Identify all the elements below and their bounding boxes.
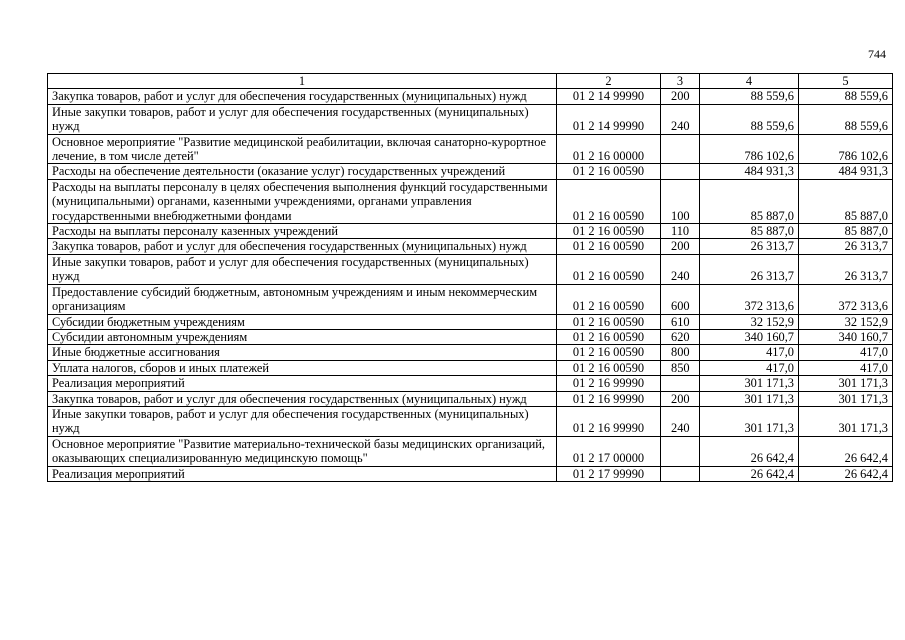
cell-name: Предоставление субсидий бюджетным, автономным учреждениям и иным некоммерческим организациям xyxy=(48,284,557,314)
cell-amount-col4: 301 171,3 xyxy=(700,406,799,436)
cell-amount-col5: 301 171,3 xyxy=(799,406,893,436)
cell-amount-col5: 417,0 xyxy=(799,345,893,360)
budget-table xyxy=(47,73,893,482)
header-col-4: 4 xyxy=(700,74,799,89)
cell-amount-col5: 26 642,4 xyxy=(799,436,893,466)
cell-expense-type: 800 xyxy=(661,345,700,360)
cell-amount-col5: 340 160,7 xyxy=(799,329,893,344)
cell-code: 01 2 14 99990 xyxy=(557,89,661,104)
cell-amount-col4: 26 313,7 xyxy=(700,239,799,254)
table-row xyxy=(48,224,893,239)
table-row xyxy=(48,406,893,436)
cell-amount-col4: 786 102,6 xyxy=(700,134,799,164)
table-header xyxy=(48,74,893,89)
cell-expense-type: 240 xyxy=(661,104,700,134)
cell-expense-type: 100 xyxy=(661,179,700,223)
cell-code: 01 2 14 99990 xyxy=(557,104,661,134)
table-row xyxy=(48,329,893,344)
cell-name: Субсидии автономным учреждениям xyxy=(48,329,557,344)
cell-expense-type: 850 xyxy=(661,360,700,375)
cell-amount-col5: 786 102,6 xyxy=(799,134,893,164)
cell-name: Расходы на выплаты персоналу казенных учреждений xyxy=(48,224,557,239)
cell-expense-type: 240 xyxy=(661,406,700,436)
cell-name: Закупка товаров, работ и услуг для обеспечения государственных (муниципальных) нужд xyxy=(48,239,557,254)
cell-name: Закупка товаров, работ и услуг для обеспечения государственных (муниципальных) нужд xyxy=(48,89,557,104)
cell-amount-col4: 301 171,3 xyxy=(700,391,799,406)
cell-expense-type xyxy=(661,466,700,481)
cell-code: 01 2 16 00590 xyxy=(557,254,661,284)
cell-code: 01 2 16 00000 xyxy=(557,134,661,164)
cell-name: Иные закупки товаров, работ и услуг для обеспечения государственных (муниципальных) нужд xyxy=(48,254,557,284)
cell-amount-col4: 417,0 xyxy=(700,360,799,375)
cell-amount-col5: 26 313,7 xyxy=(799,254,893,284)
cell-amount-col5: 88 559,6 xyxy=(799,89,893,104)
cell-amount-col5: 26 313,7 xyxy=(799,239,893,254)
cell-code: 01 2 16 99990 xyxy=(557,391,661,406)
cell-amount-col4: 32 152,9 xyxy=(700,314,799,329)
header-row xyxy=(48,74,893,89)
header-col-2: 2 xyxy=(557,74,661,89)
cell-code: 01 2 16 00590 xyxy=(557,345,661,360)
cell-expense-type: 620 xyxy=(661,329,700,344)
table-row xyxy=(48,345,893,360)
header-col-1: 1 xyxy=(48,74,557,89)
cell-expense-type: 200 xyxy=(661,89,700,104)
cell-expense-type xyxy=(661,436,700,466)
cell-amount-col4: 26 642,4 xyxy=(700,436,799,466)
cell-expense-type xyxy=(661,164,700,179)
header-col-3: 3 xyxy=(661,74,700,89)
cell-amount-col4: 88 559,6 xyxy=(700,89,799,104)
page-number: 744 xyxy=(868,47,886,61)
cell-code: 01 2 16 99990 xyxy=(557,376,661,391)
cell-amount-col5: 301 171,3 xyxy=(799,376,893,391)
table-row xyxy=(48,104,893,134)
cell-expense-type xyxy=(661,376,700,391)
cell-amount-col5: 301 171,3 xyxy=(799,391,893,406)
cell-code: 01 2 16 99990 xyxy=(557,406,661,436)
table-row xyxy=(48,134,893,164)
table-row xyxy=(48,239,893,254)
cell-name: Реализация мероприятий xyxy=(48,466,557,481)
cell-amount-col4: 372 313,6 xyxy=(700,284,799,314)
cell-amount-col5: 32 152,9 xyxy=(799,314,893,329)
cell-amount-col4: 340 160,7 xyxy=(700,329,799,344)
cell-expense-type: 600 xyxy=(661,284,700,314)
cell-name: Расходы на выплаты персоналу в целях обеспечения выполнения функций государственными (муниципальными) органами, казенными учреждениями, органами управления государственными внебюджетными фондами xyxy=(48,179,557,223)
cell-expense-type: 240 xyxy=(661,254,700,284)
cell-code: 01 2 16 00590 xyxy=(557,179,661,223)
table-row xyxy=(48,89,893,104)
cell-expense-type: 110 xyxy=(661,224,700,239)
table-row xyxy=(48,466,893,481)
cell-name: Субсидии бюджетным учреждениям xyxy=(48,314,557,329)
table-row xyxy=(48,254,893,284)
table-row xyxy=(48,314,893,329)
cell-code: 01 2 16 00590 xyxy=(557,284,661,314)
cell-code: 01 2 16 00590 xyxy=(557,224,661,239)
cell-amount-col5: 26 642,4 xyxy=(799,466,893,481)
table-body xyxy=(48,89,893,482)
table-row xyxy=(48,436,893,466)
cell-amount-col4: 88 559,6 xyxy=(700,104,799,134)
cell-amount-col4: 85 887,0 xyxy=(700,179,799,223)
table-row xyxy=(48,376,893,391)
cell-name: Закупка товаров, работ и услуг для обеспечения государственных (муниципальных) нужд xyxy=(48,391,557,406)
table-row xyxy=(48,391,893,406)
cell-amount-col4: 301 171,3 xyxy=(700,376,799,391)
cell-name: Реализация мероприятий xyxy=(48,376,557,391)
cell-name: Основное мероприятие "Развитие материально-технической базы медицинских организаций, оказывающих специализированную медицинскую помощь" xyxy=(48,436,557,466)
table-row xyxy=(48,179,893,223)
cell-amount-col4: 417,0 xyxy=(700,345,799,360)
cell-code: 01 2 17 00000 xyxy=(557,436,661,466)
cell-expense-type xyxy=(661,134,700,164)
cell-amount-col4: 484 931,3 xyxy=(700,164,799,179)
table-row xyxy=(48,284,893,314)
cell-name: Иные бюджетные ассигнования xyxy=(48,345,557,360)
header-col-5: 5 xyxy=(799,74,893,89)
cell-amount-col4: 26 642,4 xyxy=(700,466,799,481)
cell-amount-col5: 85 887,0 xyxy=(799,179,893,223)
cell-code: 01 2 17 99990 xyxy=(557,466,661,481)
cell-amount-col5: 484 931,3 xyxy=(799,164,893,179)
cell-code: 01 2 16 00590 xyxy=(557,164,661,179)
cell-expense-type: 200 xyxy=(661,239,700,254)
cell-expense-type: 610 xyxy=(661,314,700,329)
cell-name: Основное мероприятие "Развитие медицинской реабилитации, включая санаторно-курортное лечение, в том числе детей" xyxy=(48,134,557,164)
cell-name: Уплата налогов, сборов и иных платежей xyxy=(48,360,557,375)
cell-amount-col5: 372 313,6 xyxy=(799,284,893,314)
cell-code: 01 2 16 00590 xyxy=(557,239,661,254)
cell-expense-type: 200 xyxy=(661,391,700,406)
cell-name: Иные закупки товаров, работ и услуг для обеспечения государственных (муниципальных) нужд xyxy=(48,406,557,436)
cell-name: Иные закупки товаров, работ и услуг для обеспечения государственных (муниципальных) нужд xyxy=(48,104,557,134)
cell-amount-col4: 85 887,0 xyxy=(700,224,799,239)
table-row xyxy=(48,360,893,375)
cell-amount-col5: 85 887,0 xyxy=(799,224,893,239)
cell-name: Расходы на обеспечение деятельности (оказание услуг) государственных учреждений xyxy=(48,164,557,179)
cell-code: 01 2 16 00590 xyxy=(557,314,661,329)
cell-amount-col5: 88 559,6 xyxy=(799,104,893,134)
cell-code: 01 2 16 00590 xyxy=(557,329,661,344)
cell-code: 01 2 16 00590 xyxy=(557,360,661,375)
cell-amount-col5: 417,0 xyxy=(799,360,893,375)
table-row xyxy=(48,164,893,179)
cell-amount-col4: 26 313,7 xyxy=(700,254,799,284)
